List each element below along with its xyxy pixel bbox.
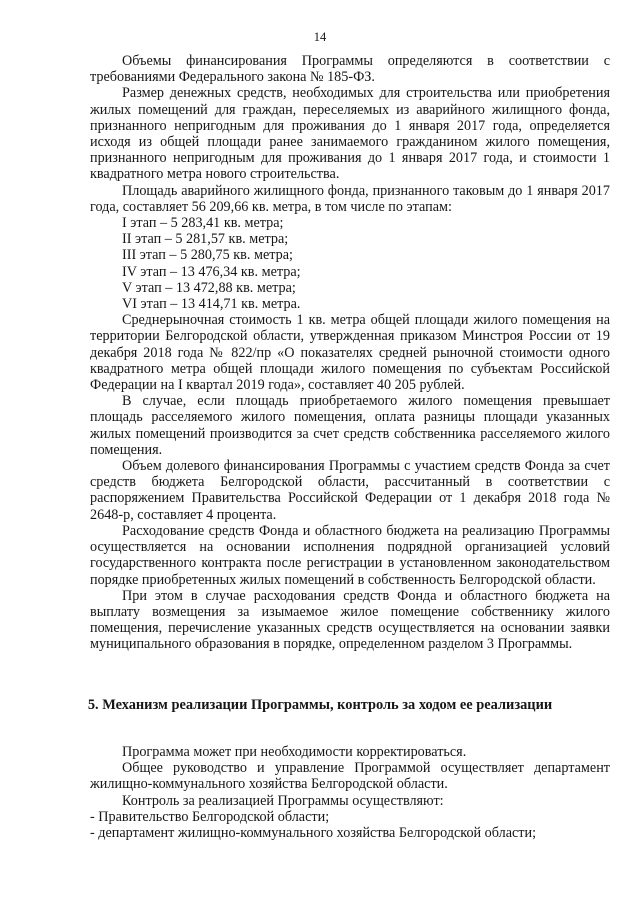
paragraph-area-difference: В случае, если площадь приобретаемого жилого помещения превышает площадь расселяемого жилого помещения, оплата разницы площади указанных жилых помещений производится за счет средств собственника расселяемого жилого помещения. xyxy=(90,393,610,458)
stage-item: I этап – 5 283,41 кв. метра; xyxy=(122,215,284,232)
stage-item: V этап – 13 472,88 кв. метра; xyxy=(122,279,296,296)
control-list-item: - Правительство Белгородской области; xyxy=(90,808,330,825)
paragraph-management: Общее руководство и управление Программой осуществляет департамент жилищно-коммунального хозяйства Белгородской области. xyxy=(90,760,610,793)
paragraph-funding-volume: Объемы финансирования Программы определяются в соответствии с требованиями Федерального закона № 185-ФЗ. xyxy=(90,53,610,86)
paragraph-emergency-area: Площадь аварийного жилищного фонда, признанного таковым до 1 января 2017 года, составляет 56 209,66 кв. метра, в том числе по этапам: xyxy=(90,182,610,215)
paragraph-adjustment: Программа может при необходимости корректироваться. xyxy=(122,744,467,760)
stage-item: III этап – 5 280,75 кв. метра; xyxy=(122,247,293,264)
implementation-section xyxy=(90,744,610,841)
stage-item: II этап – 5 281,57 кв. метра; xyxy=(122,231,289,248)
financing-section xyxy=(90,53,610,653)
stage-item: VI этап – 13 414,71 кв. метра. xyxy=(122,296,301,313)
control-list-item: - департамент жилищно-коммунального хозяйства Белгородской области; xyxy=(90,825,537,842)
paragraph-market-price: Среднерыночная стоимость 1 кв. метра общей площади жилого помещения на территории Белгородской области, утвержденная приказом Минстроя России от 19 декабря 2018 года № 822/пр «О показателях средней рыночной стоимости одного квадратного метра общей площади жилого помещения по субъектам Российской Федерации на I квартал 2019 года», составляет 40 205 рублей. xyxy=(90,312,610,394)
stage-item: IV этап – 13 476,34 кв. метра; xyxy=(122,263,301,280)
section-heading: 5. Механизм реализации Программы, контроль за ходом ее реализации xyxy=(87,697,553,713)
paragraph-funds-size: Размер денежных средств, необходимых для строительства или приобретения жилых помещений для граждан, переселяемых из аварийного жилищного фонда, признанного непригодным для проживания до 1 января 2017 года, определяется исходя из общей площади ранее занимаемого гражданином жилого помещения, признанного непригодным для проживания до 1 января 2017 года, и стоимости 1 квадратного метра нового строительства. xyxy=(90,85,610,183)
page-number: 14 xyxy=(313,30,327,44)
paragraph-compensation: При этом в случае расходования средств Фонда и областного бюджета на выплату возмещения за изымаемое жилое помещение собственнику жилого помещения, перечисление указанных средств осуществляется на основании заявки муниципального образования в порядке, определенном разделом 3 Программы. xyxy=(90,587,610,653)
paragraph-spending: Расходование средств Фонда и областного бюджета на реализацию Программы осуществляется на основании исполнения подрядной организацией условий государственного контракта после регистрации в установленном законодательством порядке приобретенных жилых помещений в собственность Белгородской области. xyxy=(90,522,610,588)
paragraph-shared-financing: Объем долевого финансирования Программы с участием средств Фонда за счет средств бюджета Белгородской области, рассчитанный в соответствии с распоряжением Правительства Российской Федерации от 1 декабря 2018 года № 2648-р, составляет 4 процента. xyxy=(90,458,610,523)
paragraph-control-intro: Контроль за реализацией Программы осуществляют: xyxy=(122,792,444,809)
